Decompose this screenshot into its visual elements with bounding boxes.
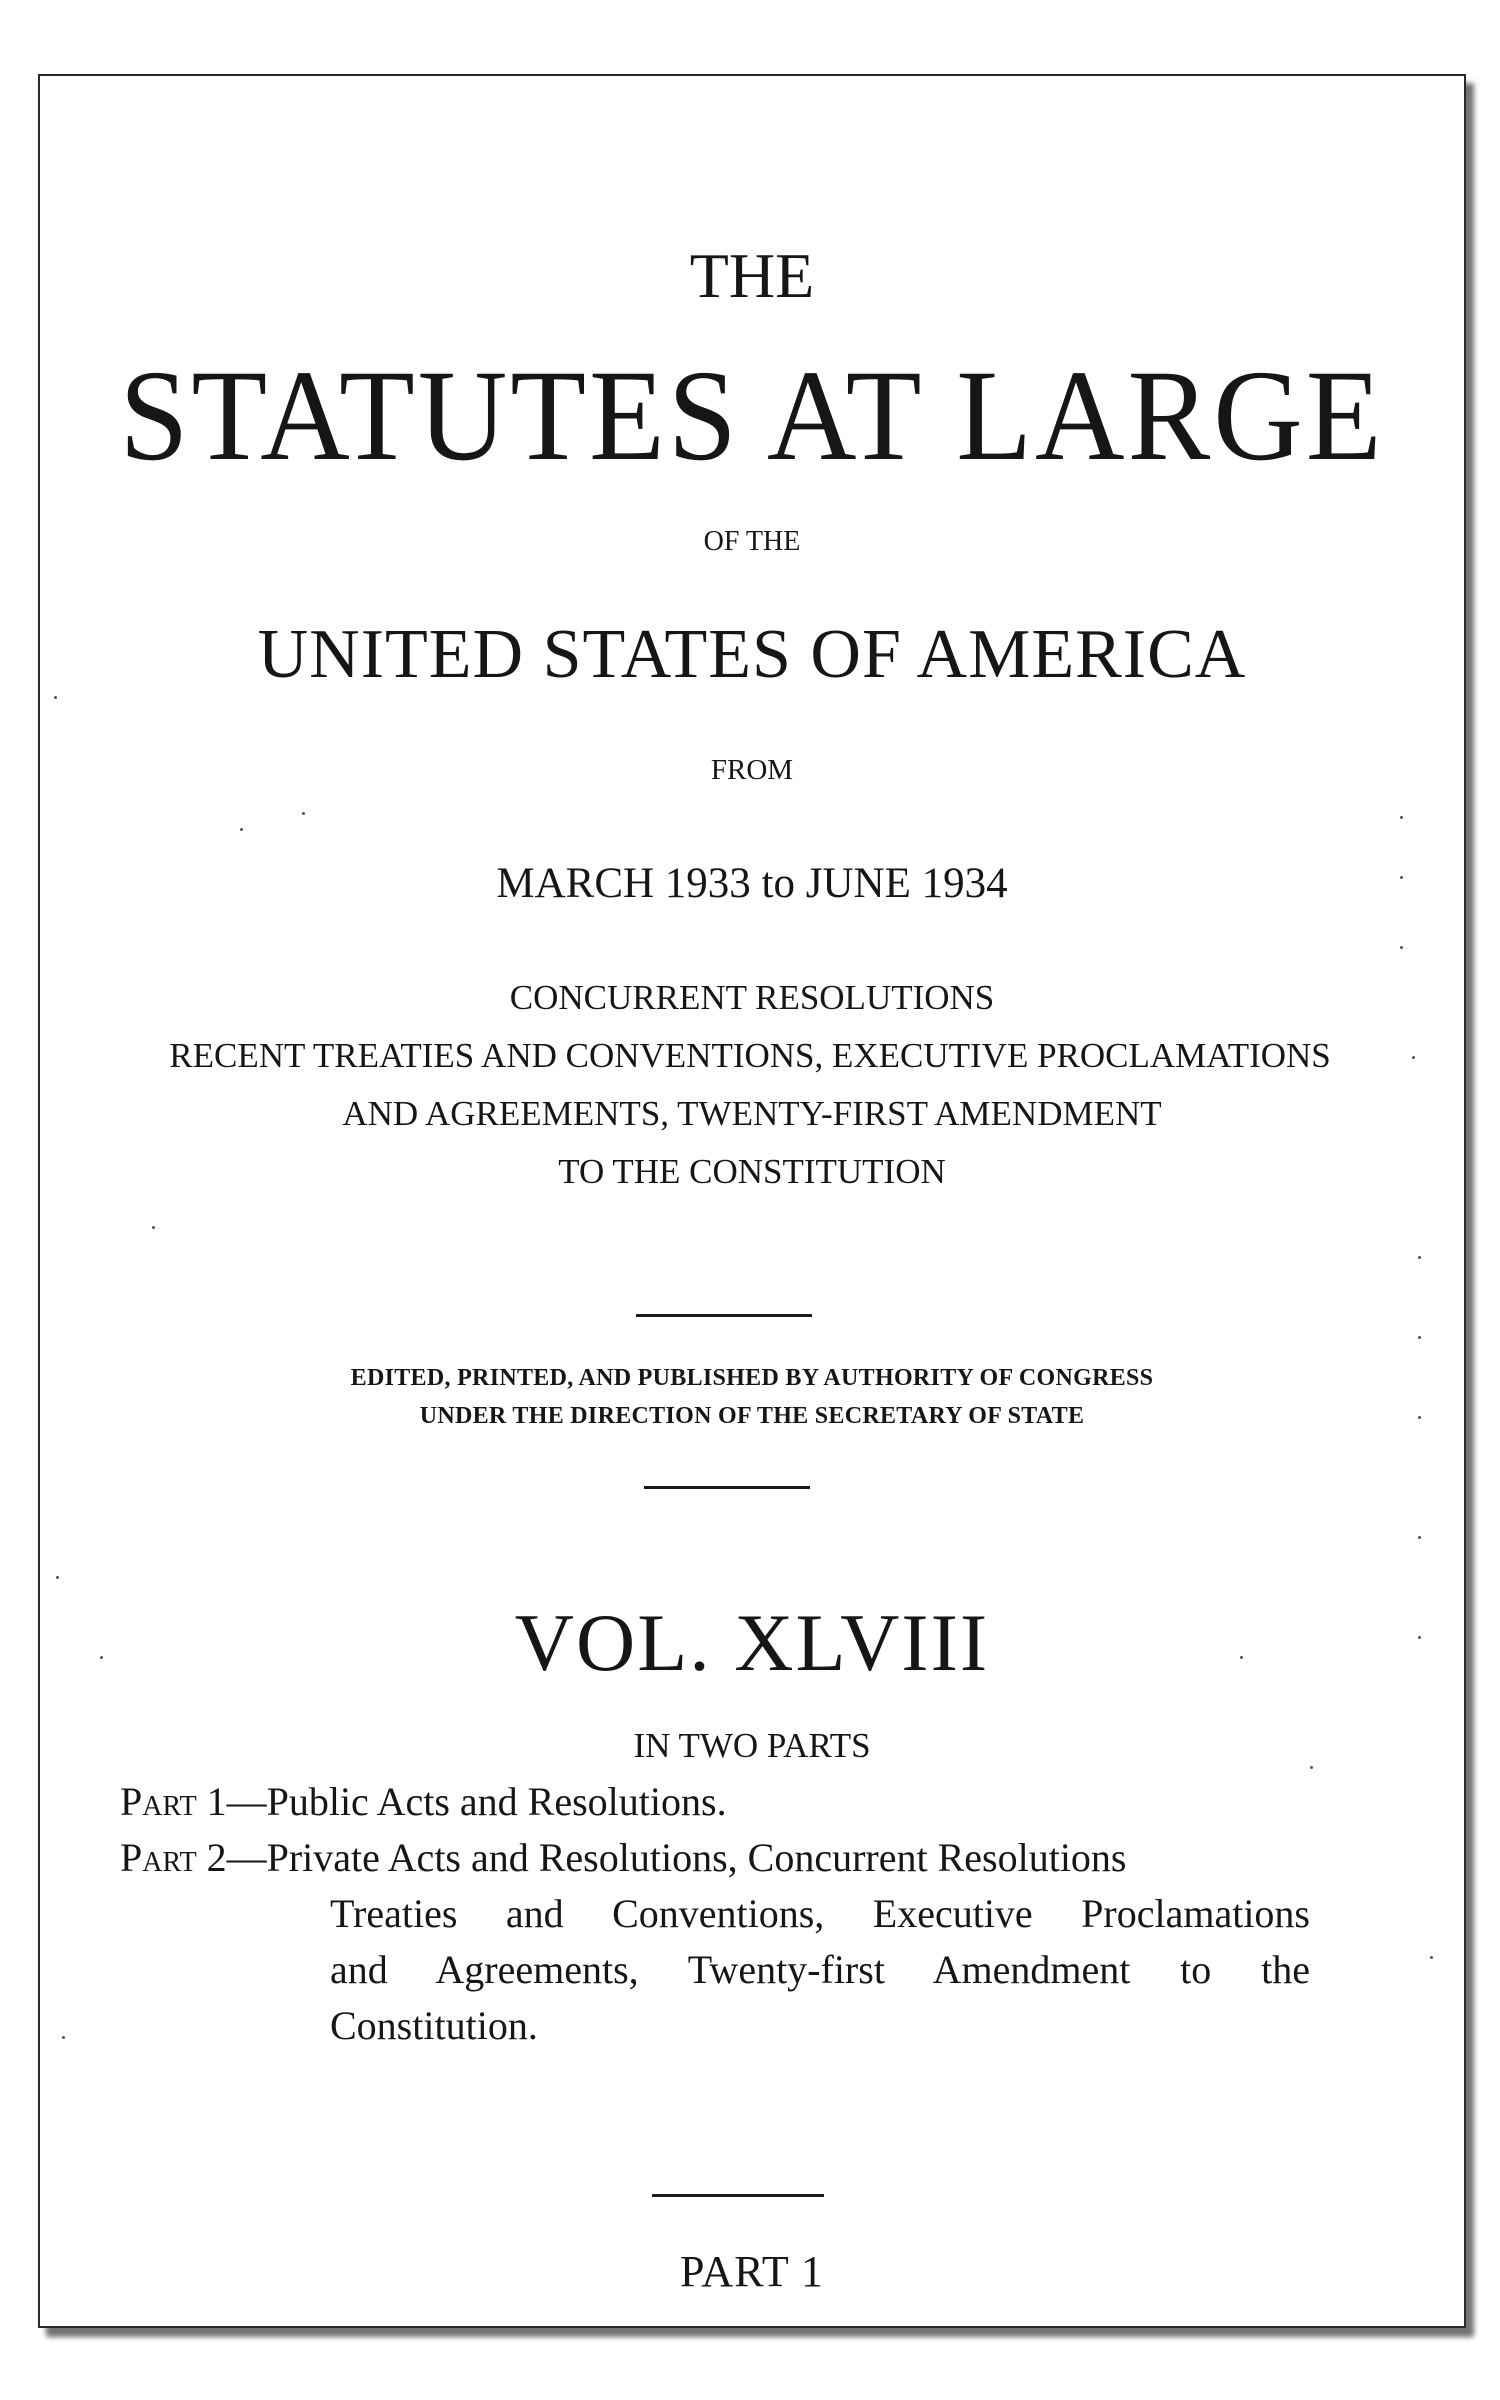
scan-speck (1430, 1956, 1433, 1959)
scan-speck (1418, 1336, 1421, 1339)
part-number: 1— (196, 1779, 267, 1824)
scan-speck (1418, 1256, 1421, 1259)
divider-rule (652, 2194, 824, 2197)
authority-line-1: EDITED, PRINTED, AND PUBLISHED BY AUTHORITY OF CONGRESS (350, 1365, 1154, 1391)
scan-speck (1418, 1416, 1421, 1419)
divider-rule (644, 1486, 810, 1489)
scan-speck (1418, 1636, 1421, 1639)
part-2-description-line: Constitution. (330, 2003, 538, 2048)
part-2-description-line: Treaties and Conventions, Executive Proclamations (330, 1891, 1310, 1936)
scan-speck (1412, 1056, 1415, 1059)
scan-speck (100, 1656, 103, 1659)
part-1-entry (120, 1779, 727, 1824)
divider-rule (636, 1314, 812, 1317)
scan-speck (1400, 876, 1403, 879)
contents-line-1: CONCURRENT RESOLUTIONS (509, 978, 995, 1017)
scan-speck (56, 1576, 59, 1579)
title-main: STATUTES AT LARGE (119, 343, 1385, 488)
part-2-description-line: and Agreements, Twenty-first Amendment to the (330, 1947, 1310, 1992)
title-page (38, 74, 1466, 2328)
contents-line-4: TO THE CONSTITUTION (558, 1152, 946, 1191)
part-label: Part (120, 1835, 197, 1880)
scan-speck (54, 696, 57, 699)
part-description: Private Acts and Resolutions, Concurrent Resolutions (266, 1835, 1127, 1880)
scan-speck (1400, 946, 1403, 949)
part-label: Part (120, 1779, 197, 1824)
scan-speck (152, 1226, 155, 1229)
title-the: THE (689, 240, 815, 311)
part-description: Public Acts and Resolutions. (266, 1779, 727, 1824)
part-2-entry (120, 1835, 1127, 1880)
contents-line-2: RECENT TREATIES AND CONVENTIONS, EXECUTIVE PROCLAMATIONS (169, 1036, 1331, 1075)
scan-speck (1240, 1656, 1243, 1659)
contents-line-3: AND AGREEMENTS, TWENTY-FIRST AMENDMENT (342, 1094, 1162, 1133)
part-number: 2— (196, 1835, 267, 1880)
scan-speck (240, 828, 243, 831)
scan-speck (1418, 1536, 1421, 1539)
title-of-the: OF THE (703, 526, 801, 557)
scan-speck (62, 2036, 65, 2039)
title-country: UNITED STATES OF AMERICA (257, 616, 1247, 693)
authority-line-2: UNDER THE DIRECTION OF THE SECRETARY OF STATE (419, 1403, 1085, 1429)
scan-speck (1310, 1766, 1313, 1769)
title-from: FROM (710, 754, 794, 786)
scan-speck (302, 812, 305, 815)
title-period: MARCH 1933 to JUNE 1934 (496, 860, 1008, 907)
scan-speck (1400, 816, 1403, 819)
volume-number: VOL. XLVIII (514, 1597, 990, 1688)
parts-note: IN TWO PARTS (633, 1726, 871, 1765)
part-footer: PART 1 (680, 2247, 824, 2296)
